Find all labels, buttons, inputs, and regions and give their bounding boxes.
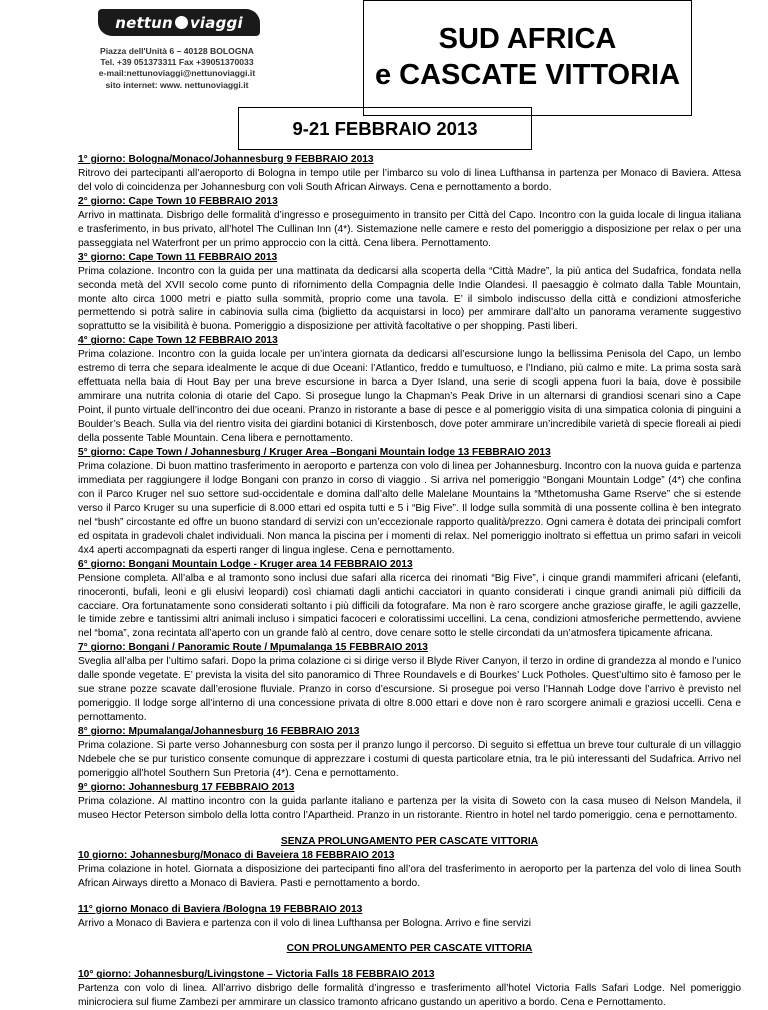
agency-website: sito internet: www. nettunoviaggi.it [105, 79, 249, 90]
day-7-text: Sveglia all’alba per l’ultimo safari. Dopo la prima colazione ci si dirige verso il Blyde River Canyon, il terzo in ordine di grandezza al mondo e l’unico dalle sponde vegetate. E’ prevista la visita del sito panoramico di Three Roundavels e di Bourkes’ Luck Potholes. Quest’ultimo sito è famoso per le sue strane pozze scavate dall’erosione fluviale. Pranzo in corso d’escursione. Si prosegue poi verso l’Hannah Lodge dove l’arrivo è previsto nel pomeriggio. Il lodge sorge all’interno di una concessione privata di oltre 8.000 ettari e dove non è raro scorgere animali e graziosi uccelli. Cena e pernottamento. [78, 656, 741, 724]
day-9-heading: 9° giorno: Johannesburg 17 FEBBRAIO 2013 [78, 781, 295, 793]
day-3-text: Prima colazione. Incontro con la guida per una mattinata da dedicarsi alla scoperta della “Città Madre”, la più antica del Sudafrica, fondata nella seconda metà del XVII secolo come punto di rifornimento della Compagnia delle Indie Olandesi. Il paesaggio è colmato dalla Table Mountain, monte alto circa 1000 metri e piatto sulla sommità, proprio come una tavola. E’ il simbolo indiscusso della città e condizioni atmosferiche permettendo si potrà salire in cabinovia sulla cima (biglietto da acquistarsi in loco) per ammirare dall’alto un panorama veramente suggestivo soprattutto se la visibilità è buona. Pomeriggio a disposizione per attività facoltative o per shopping. Pasti liberi. [78, 265, 741, 333]
day-3-heading: 3° giorno: Cape Town 11 FEBBRAIO 2013 [78, 251, 278, 263]
title-line-1: SUD AFRICA [438, 23, 617, 55]
agency-logo [98, 9, 260, 36]
day-9-text: Prima colazione. Al mattino incontro con la guida parlante italiano e partenza per la visita di Soweto con la casa museo di Nelson Mandela, il museo Hector Peterson simbolo della lotta contro l’Apartheid. Pranzo in un ristorante. Rientro in hotel nel tardo pomeriggio. cena e pernottamento. [78, 795, 741, 821]
day-2-heading: 2° giorno: Cape Town 10 FEBBRAIO 2013 [78, 195, 278, 207]
title-box [363, 0, 692, 116]
day-6-heading: 6° giorno: Bongani Mountain Lodge - Kruger area 14 FEBBRAIO 2013 [78, 558, 413, 570]
logo-text-part1: nettun [115, 13, 173, 32]
day-4-heading: 4° giorno: Cape Town 12 FEBBRAIO 2013 [78, 335, 278, 347]
agency-contact-info [86, 46, 268, 91]
day-4-text: Prima colazione. Incontro con la guida locale per un’intera giornata da dedicarsi all’escursione lungo la bellissima Penisola del Capo, un lembo estremo di terra che separa idealmente le acque di due Oceani: l’Atlantico, freddo e tumultuoso, e l’Indiano, più calmo e mite. La prima sosta sarà effettuata nella baia di Hout Bay per una breve escursione in barca a Dyer Island, una serie di scogli appena fuori la baia, dove è possibile ammirare una nutrita colonia di otarie del Capo. Si prosegue lungo la Chapman’s Peak Drive in un alternarsi di grandiosi scenari sino a Cape Point, il punto virtuale dell’incontro dei due oceani. Pranzo in ristorante a base di pesce e al pomeriggio visita di una simpatica colonia di pinguini a Boulder’s Beach. Sulla via del rientro visita dei giardini botanici di Kirstenbosch, dove poter ammirare un’incredibile varietà di specie floreali ai piedi della possente Table Mountain. Cena libera e pernottamento. [78, 349, 741, 445]
section-a-day-11-text: Arrivo a Monaco di Baviera e partenza con il volo di linea Lufthansa per Bologna. Arrivo e fine servizi [78, 917, 532, 929]
section-no-extension-heading: SENZA PROLUNGAMENTO PER CASCATE VITTORIA [280, 835, 539, 847]
logo-text-part2: viaggi [189, 13, 243, 32]
section-a-day-11-heading: 11° giorno Monaco di Baviera /Bologna 19 FEBBRAIO 2013 [78, 903, 363, 915]
day-8-text: Prima colazione. Si parte verso Johannesburg con sosta per il pranzo lungo il percorso. Di seguito si effettua un breve tour culturale di un villaggio Ndebele che se pur turistico consente comunque di apprezzare i costumi di questa particolare etnia, tra le più interessanti del Sudafrica. Arrivo nel pomeriggio all’hotel Southern Sun Pretoria (4*). Cena e pernottamento. [78, 740, 741, 779]
itinerary [78, 153, 741, 1010]
section-extension-heading: CON PROLUNGAMENTO PER CASCATE VITTORIA [286, 943, 533, 955]
title-line-2: e CASCATE VITTORIA [374, 59, 681, 91]
globe-icon [175, 16, 188, 29]
section-b-day-10-text: Partenza con volo di linea. All’arrivo disbrigo delle formalità d’ingresso e trasferimento all’hotel Victoria Falls Safari Lodge. Nel pomeriggio minicrociera sul fiume Zambezi per ammirare un classico tramonto africano gustando un aperitivo a bordo. Cena e Pernottamento. [78, 983, 741, 1009]
section-b-day-10-heading: 10° giorno: Johannesburg/Livingstone – Victoria Falls 18 FEBBRAIO 2013 [78, 969, 435, 981]
agency-phone: Tel. +39 051373311 Fax +39051370033 [100, 57, 254, 68]
day-6-text: Pensione completa. All’alba e al tramonto sono inclusi due safari alla ricerca dei rinomati “Big Five”, i cinque grandi mammiferi africani (elefanti, rinoceronti, bufali, leoni e gli elusivi leopardi) così chiamati dagli antichi cacciatori in quanto considerati i cinque grandi animali più difficili da cacciare. Ora fortunatamente sono considerati soltanto i più difficili da fotografare. Ma non è raro scorgere anche graziose giraffe, le agili gazzelle, le timide zebre e tantissimi altri animali incluso i simpatici facoceri e coloratissimi uccellini. La cena, condizioni atmosferiche permettendo, avviene nel “boma”, zona recintata all’aperto con un grande falò al centro, dove cenare sotto le stelle circondati da un’atmosfera tipicamente africana. [78, 572, 741, 640]
day-8-heading: 8° giorno: Mpumalanga/Johannesburg 16 FEBBRAIO 2013 [78, 726, 360, 738]
dates-box: 9-21 FEBBRAIO 2013 [238, 107, 532, 150]
day-1-text: Ritrovo dei partecipanti all’aeroporto di Bologna in tempo utile per l’imbarco su volo di linea Lufthansa in partenza per Monaco di Baviera. Attesa del volo di coincidenza per Johannesburg con voli South African Airways. Cena e pernottamento a bordo. [78, 167, 741, 193]
agency-address: Piazza dell'Unità 6 – 40128 BOLOGNA [100, 46, 254, 56]
day-5-text: Prima colazione. Di buon mattino trasferimento in aeroporto e partenza con volo di linea per Johannesburg. Incontro con la nuova guida e partenza immediata per raggiungere il lodge Bongani con pranzo in corso di viaggio . Si arriva nel pomeriggio “Bongani Mountain Lodge” (4*) che confina con il Parco Kruger nel suo settore sud-occidentale e domina dall’alto delle Malelane Mountains la “Mthetomusha Game Rserve” che si estende verso il Parco Kruger su una superficie di 8.000 ettari ed ospita tutti e 5 i “Big Five”. Il lodge sulla sommità di una possente collina è ben integrato nel “bush” circostante ed offre un buono standard di servizi con un’eccezionale rapporto qualità/prezzo. Ogni camera è dotata dei principali comfort ed ospitata in gradevoli chalet individuali. Non manca la piscina per i momenti di relax. Nel pomeriggio inoltrato si effettua un primo safari in veicoli 4x4 aperti accompagnati da esperti ranger di lingua inglese. Cena e pernottamento. [78, 460, 741, 556]
section-a-day-10-text: Prima colazione in hotel. Giornata a disposizione dei partecipanti fino all’ora del trasferimento in aeroporto per la partenza del volo di linea South African Airways diretto a Monaco di Baviera. Pasti e pernottamento a bordo. [78, 863, 741, 889]
day-5-heading: 5° giorno: Cape Town / Johannesburg / Kruger Area –Bongani Mountain lodge 13 FEBBRAIO 2013 [78, 447, 551, 459]
agency-logo-block [86, 9, 268, 105]
section-a-day-10-heading: 10 giorno: Johannesburg/Monaco di Baveiera 18 FEBBRAIO 2013 [78, 849, 395, 861]
day-7-heading: 7° giorno: Bongani / Panoramic Route / Mpumalanga 15 FEBBRAIO 2013 [78, 642, 428, 654]
day-1-heading: 1° giorno: Bologna/Monaco/Johannesburg 9 FEBBRAIO 2013 [78, 154, 374, 165]
day-2-text: Arrivo in mattinata. Disbrigo delle formalità d’ingresso e proseguimento in transito per Città del Capo. Incontro con la guida locale di lingua italiana e trasferimento, in bus privato, all’hotel The Cullinan Inn (4*). Sistemazione nelle camere e resto del pomeriggio a disposizione per relax o per una passeggiata nel Waterfront per un primo approccio con la città. Cena libera. Pernottamento. [78, 209, 741, 249]
agency-email: e-mail:nettunoviaggi@nettunoviaggi.it [98, 68, 256, 79]
